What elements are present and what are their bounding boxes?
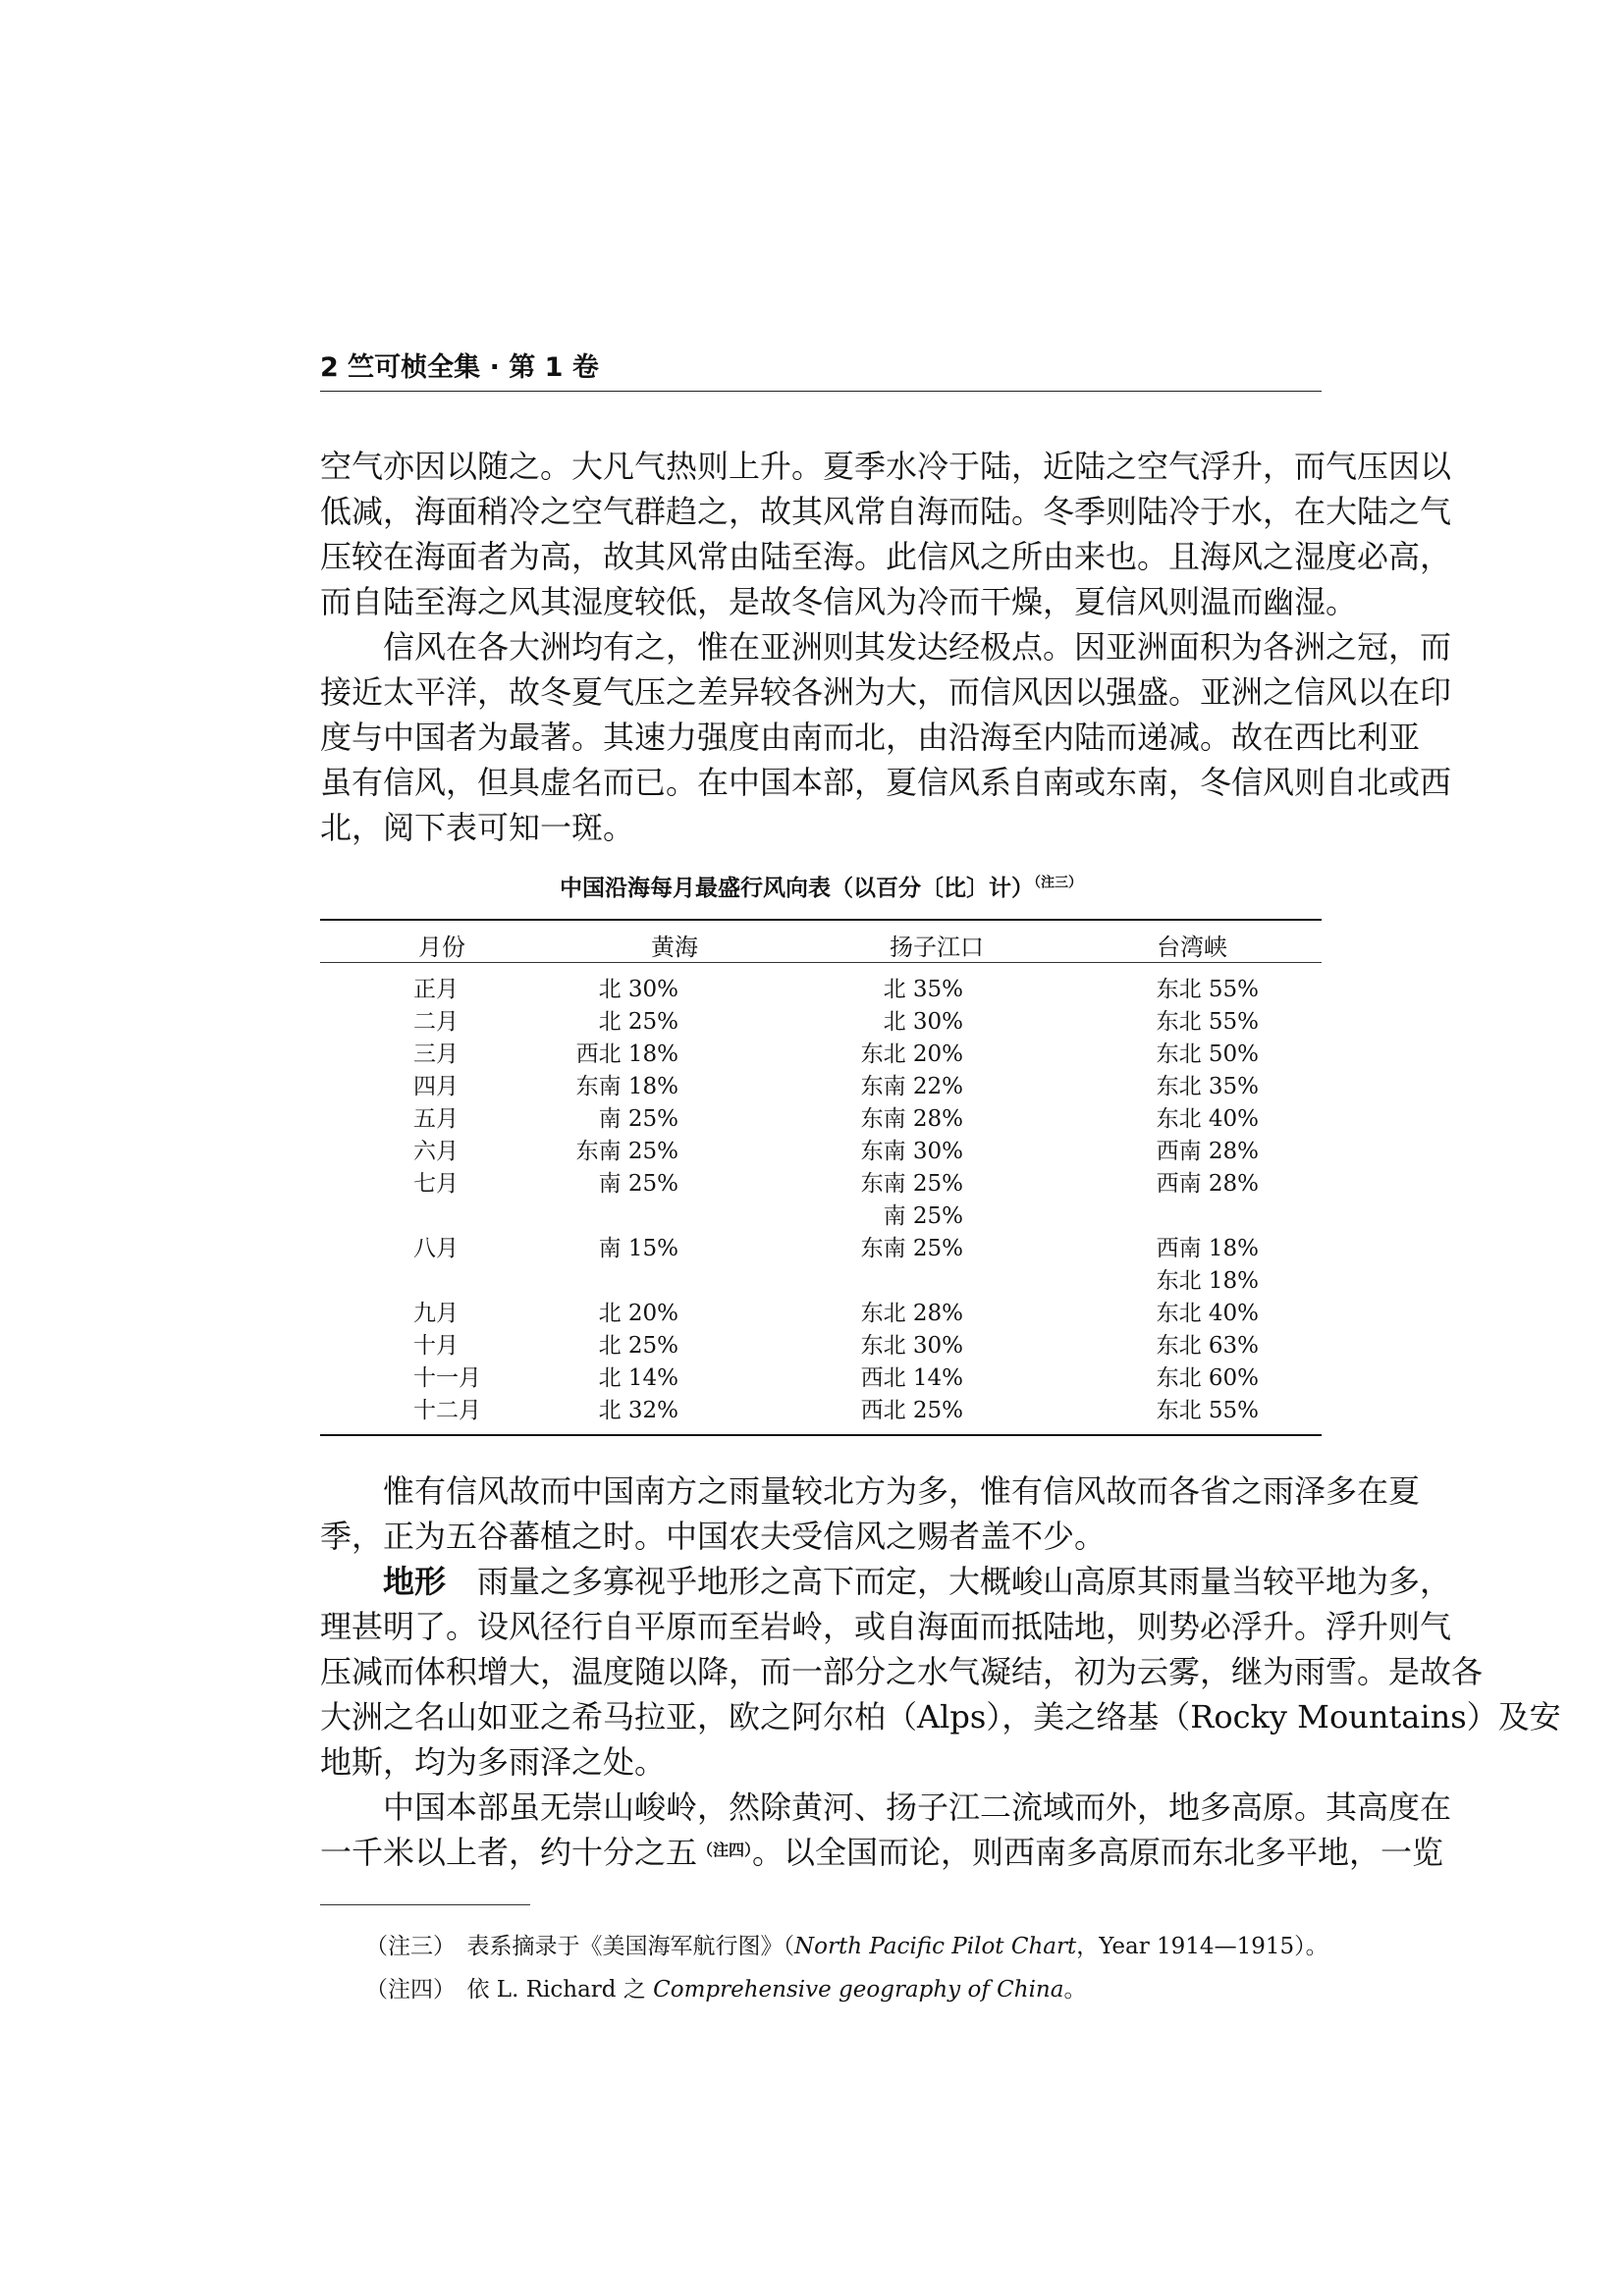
paragraph-2 (320, 624, 1452, 850)
cell-c2: 东南 30% (860, 1139, 963, 1164)
paragraph-5 (320, 1785, 1452, 1875)
footnote-text: 依 L. Richard 之 (466, 1977, 654, 2002)
table-bottom-rule (320, 1434, 1322, 1436)
cell-c2: 东南 25% (860, 1171, 963, 1197)
cell-c1: 东南 18% (575, 1074, 678, 1099)
cell-c1: 南 25% (598, 1106, 678, 1132)
cell-c1: 北 30% (598, 977, 678, 1002)
text-line (320, 1830, 1444, 1875)
text-line: 季，正为五谷蕃植之时。中国农夫受信风之赐者盖不少。 (320, 1518, 1107, 1555)
cell-c3: 东北 40% (1156, 1106, 1259, 1132)
cell-c3: 东北 35% (1156, 1074, 1259, 1099)
footnote-text: 表系摘录于《美国海军航行图》（ (466, 1934, 794, 1959)
cell-c2: 东北 30% (860, 1333, 963, 1359)
text-line: 理甚明了。设风径行自平原而至岩岭，或自海面而抵陆地，则势必浮升。浮升则气 (320, 1608, 1452, 1645)
header-rule (320, 391, 1322, 392)
cell-month: 二月 (413, 1009, 459, 1035)
cell-c1: 北 32% (598, 1398, 678, 1423)
text-line: 虽有信风，但具虚名而已。在中国本部，夏信风系自南或东南，冬信风则自北或西 (320, 764, 1452, 801)
cell-c3: 西南 28% (1156, 1139, 1259, 1164)
cell-c2: 东南 28% (860, 1106, 963, 1132)
cell-c3: 东北 55% (1156, 1398, 1259, 1423)
cell-month: 十一月 (413, 1365, 481, 1391)
cell-month: 五月 (413, 1106, 459, 1132)
cell-c2: 北 35% (883, 977, 963, 1002)
paragraph-3 (320, 1468, 1421, 1559)
text-line: 大洲之名山如亚之希马拉亚，欧之阿尔柏（Alps），美之络基（Rocky Mountains）及安 (320, 1698, 1561, 1735)
footnote-text: 。 (1063, 1977, 1087, 2002)
footnote-4 (365, 1971, 1086, 2003)
table-header-rule (320, 962, 1322, 963)
cell-month: 三月 (413, 1041, 459, 1067)
paragraph-4 (320, 1559, 1561, 1785)
table-top-rule (320, 919, 1322, 921)
running-header (320, 346, 1322, 395)
cell-c2: 西北 25% (860, 1398, 963, 1423)
cell-c3: 东北 63% (1156, 1333, 1259, 1359)
cell-month: 十二月 (413, 1398, 481, 1423)
table-caption (320, 870, 1322, 902)
cell-month: 八月 (413, 1236, 459, 1261)
cell-c1: 南 15% (598, 1236, 678, 1261)
text-line: 压减而体积增大，温度随以降，而一部分之水气凝结，初为云雾，继为雨雪。是故各 (320, 1653, 1484, 1690)
cell-c3: 东北 40% (1156, 1301, 1259, 1326)
cell-c1: 北 14% (598, 1365, 678, 1391)
cell-c3: 东北 60% (1156, 1365, 1259, 1391)
footnote-3 (365, 1928, 1328, 1960)
text-line: 信风在各大洲均有之，惟在亚洲则其发达经极点。因亚洲面积为各洲之冠，而 (383, 628, 1452, 666)
cell-c1: 北 25% (598, 1333, 678, 1359)
text-line: 空气亦因以随之。大凡气热则上升。夏季水冷于陆，近陆之空气浮升，而气压因以 (320, 448, 1452, 485)
cell-month: 六月 (413, 1139, 459, 1164)
cell-c2: 西北 14% (860, 1365, 963, 1391)
cell-c2: 东北 28% (860, 1301, 963, 1326)
text-line: 接近太平洋，故冬夏气压之差异较各洲为大，而信风因以强盛。亚洲之信风以在印 (320, 673, 1452, 711)
text-line: 惟有信风故而中国南方之雨量较北方为多，惟有信风故而各省之雨泽多在夏 (383, 1472, 1421, 1510)
footnote-text: ，Year 1914—1915）。 (1076, 1934, 1328, 1959)
cell-c3: 东北 55% (1156, 977, 1259, 1002)
header-yangtze-mouth: 扬子江口 (890, 934, 984, 961)
cell-month: 九月 (413, 1301, 459, 1326)
cell-c1: 南 25% (598, 1171, 678, 1197)
cell-c1: 西北 18% (575, 1041, 678, 1067)
cell-c2: 北 30% (883, 1009, 963, 1035)
section-heading: 地形 (383, 1563, 447, 1600)
header-yellow-sea: 黄海 (651, 934, 698, 961)
footnote-title: Comprehensive geography of China (653, 1977, 1064, 2002)
header-month: 月份 (418, 934, 465, 961)
cell-c3: 东北 18% (1156, 1268, 1259, 1294)
text-span: 一千米以上者，约十分之五 (320, 1834, 698, 1871)
text-line: 地斯，均为多雨泽之处。 (320, 1743, 667, 1781)
footnote-rule (320, 1904, 530, 1905)
cell-c3: 西南 18% (1156, 1236, 1259, 1261)
footnote-ref-4: （注四） (697, 1841, 753, 1859)
text-line: 北，阅下表可知一斑。 (320, 809, 635, 846)
cell-month: 正月 (413, 977, 459, 1002)
cell-c3: 西南 28% (1156, 1171, 1259, 1197)
header-text: 2 竺可桢全集 · 第 1 卷 (320, 352, 599, 383)
cell-c3: 东北 50% (1156, 1041, 1259, 1067)
cell-month: 七月 (413, 1171, 459, 1197)
text-span: 雨量之多寡视乎地形之高下而定，大概峻山高原其雨量当较平地为多， (477, 1563, 1452, 1600)
cell-c2: 东北 20% (860, 1041, 963, 1067)
header-taiwan-strait: 台湾峡 (1157, 934, 1227, 961)
cell-c2: 东南 25% (860, 1236, 963, 1261)
footnote-title: North Pacific Pilot Chart (794, 1934, 1077, 1959)
cell-c2: 南 25% (883, 1203, 963, 1229)
cell-c1: 东南 25% (575, 1139, 678, 1164)
cell-c1: 北 20% (598, 1301, 678, 1326)
paragraph-1 (320, 444, 1452, 624)
footnote-label: （注三） (365, 1934, 456, 1959)
cell-c1: 北 25% (598, 1009, 678, 1035)
text-line: 压较在海面者为高，故其风常由陆至海。此信风之所由来也。且海风之湿度必高， (320, 538, 1452, 575)
text-line (320, 1559, 1452, 1604)
footnote-label: （注四） (365, 1977, 456, 2002)
cell-month: 十月 (413, 1333, 459, 1359)
text-line: 中国本部虽无崇山峻岭，然除黄河、扬子江二流域而外，地多高原。其高度在 (383, 1789, 1452, 1826)
table-caption-text: 中国沿海每月最盛行风向表（以百分〔比〕计） (560, 876, 1034, 901)
cell-month: 四月 (413, 1074, 459, 1099)
table-caption-note: （注三） (1034, 875, 1082, 891)
text-span: 。以全国而论，则西南多高原而东北多平地，一览 (752, 1834, 1444, 1871)
text-line: 度与中国者为最著。其速力强度由南而北，由沿海至内陆而递减。故在西比利亚 (320, 719, 1421, 756)
text-line: 而自陆至海之风其湿度较低，是故冬信风为冷而干燥，夏信风则温而幽湿。 (320, 583, 1358, 620)
cell-c2: 东南 22% (860, 1074, 963, 1099)
text-line: 低减，海面稍冷之空气群趋之，故其风常自海而陆。冬季则陆冷于水，在大陆之气 (320, 493, 1452, 530)
cell-c3: 东北 55% (1156, 1009, 1259, 1035)
